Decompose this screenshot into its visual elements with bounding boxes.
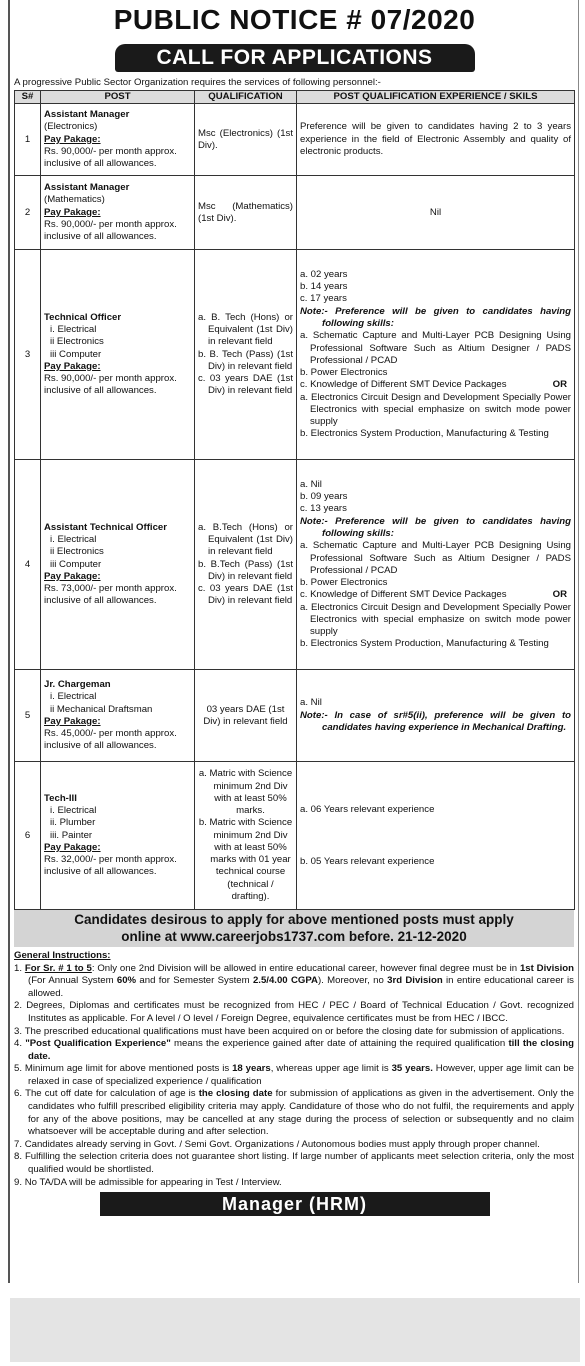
- qualification-item: a. Matric with Science minimum 2nd Div with at least 50% marks.: [198, 768, 293, 817]
- row-post: [41, 460, 195, 670]
- signatory-label: Manager (HRM): [100, 1192, 490, 1216]
- note-key: Note:-: [300, 305, 328, 317]
- row-post: [41, 104, 195, 176]
- row-post: [41, 670, 195, 762]
- note-text: In case of sr#5(ii), preference will be given to candidates having experience in Mechanical Drafting.: [322, 709, 571, 733]
- experience-item: b. 09 years: [300, 491, 348, 503]
- apply-online-banner: [14, 910, 574, 947]
- row-sn: 2: [15, 176, 41, 250]
- row-experience: [297, 176, 575, 250]
- post-title: Jr. Chargeman: [44, 678, 111, 690]
- row-qualification: [195, 460, 297, 670]
- post-sub: iii Computer: [50, 558, 102, 570]
- row-qualification: [195, 250, 297, 460]
- post-title: Assistant Manager: [44, 182, 130, 194]
- experience-note: [300, 306, 571, 331]
- skill-item: a. Schematic Capture and Multi-Layer PCB Designing Using Professional Software Such as Altium Designer / PADS Professional / PCAD: [300, 540, 571, 576]
- post-title: Technical Officer: [44, 311, 122, 323]
- pay-label: Pay Pakage:: [44, 206, 101, 218]
- qualification-item: b. Matric with Science minimum 2nd Div with at least 50% marks with 01 year technical course (technical / drafting).: [198, 817, 293, 902]
- qualification-item: c. 03 years DAE (1st Div) in relevant field: [198, 373, 293, 397]
- pay-text: Rs. 90,000/- per month approx. inclusive of all allowances.: [44, 145, 177, 170]
- pay-text: Rs. 73,000/- per month approx. inclusive of all allowances.: [44, 583, 177, 607]
- note-text: Preference will be given to candidates having following skills:: [322, 305, 571, 329]
- qualification-item: Msc (Electronics) (1st Div).: [198, 127, 293, 151]
- left-border: [8, 0, 10, 1283]
- pay-text: Rs. 32,000/- per month approx. inclusive of all allowances.: [44, 854, 177, 878]
- post-sub: ii Electronics: [50, 336, 104, 348]
- pay-label: Pay Pakage:: [44, 715, 101, 727]
- pay-label: Pay Pakage:: [44, 133, 101, 145]
- instruction-item: 5. Minimum age limit for above mentioned posts is 18 years, whereas upper age limit is 35 years. However, upper age limit can be relaxed in case of specialized experience / qualification: [14, 1063, 575, 1087]
- skill-item: OR c. Knowledge of Different SMT Device Packages: [300, 589, 571, 601]
- experience-item: b. 14 years: [300, 281, 348, 293]
- skill-item: b. Electronics System Production, Manufacturing & Testing: [300, 428, 549, 440]
- post-sub: i. Electrical: [50, 324, 97, 336]
- pay-text: Rs. 90,000/- per month approx. inclusive of all allowances.: [44, 218, 177, 243]
- instruction-item: 4. "Post Qualification Experience" means the experience gained after date of attaining the required qualification till the closing date.: [14, 1038, 575, 1062]
- table-row: [15, 104, 575, 176]
- post-sub: iii. Painter: [50, 829, 93, 841]
- row-sn: 6: [15, 762, 41, 910]
- or-label: OR: [552, 379, 567, 391]
- table-row: [15, 176, 575, 250]
- post-sub: (Electronics): [44, 121, 98, 133]
- row-experience: [297, 762, 575, 910]
- intro-text: A progressive Public Sector Organization requires the services of following personnel:-: [14, 77, 381, 88]
- table-row: [15, 762, 575, 910]
- qualification-item: a. B.Tech (Hons) or Equivalent (1st Div) in relevant field: [198, 521, 293, 558]
- table-header-row: [15, 91, 575, 104]
- instructions-list: [14, 963, 574, 1190]
- pay-label: Pay Pakage:: [44, 360, 101, 372]
- row-sn: 5: [15, 670, 41, 762]
- table-row: [15, 250, 575, 460]
- post-sub: ii. Plumber: [50, 817, 96, 829]
- row-sn: 4: [15, 460, 41, 670]
- skill-item: b. Power Electronics: [300, 367, 388, 379]
- qualification-item: a. B. Tech (Hons) or Equivalent (1st Div) in relevant field: [198, 311, 293, 348]
- experience-item: c. 17 years: [300, 293, 347, 305]
- instruction-item: 2. Degrees, Diplomas and certificates must be recognized from HEC / PEC / Board of Technical Education / Govt. recognized Institutes as applicable. For A level / O level / Foreign Degree, equivalence certificates must be from HEC / IBCC.: [14, 1000, 575, 1024]
- post-sub: i. Electrical: [50, 534, 97, 546]
- col-header-post: POST: [41, 91, 195, 104]
- instruction-item: 7. Candidates already serving in Govt. / Semi Govt. Organizations / Autonomous bodies must apply through proper channel.: [14, 1138, 540, 1150]
- skill-item: a. Electronics Circuit Design and Development Specially Power Electronics with special emphasize on switch mode power supply: [300, 601, 571, 638]
- post-title: Assistant Technical Officer: [44, 521, 167, 533]
- right-border: [578, 0, 579, 1283]
- note-key: Note:-: [300, 515, 328, 527]
- col-header-experience: POST QUALIFICATION EXPERIENCE / SKILS: [297, 91, 575, 104]
- instruction-item: 9. No TA/DA will be admissible for appearing in Test / Interview.: [14, 1176, 282, 1188]
- pay-label: Pay Pakage:: [44, 841, 101, 853]
- post-title: Tech-III: [44, 792, 77, 804]
- or-label: OR: [552, 589, 567, 601]
- instructions-title: General Instructions:: [14, 950, 111, 962]
- experience-item: b. 05 Years relevant experience: [300, 855, 435, 867]
- skill-item: b. Electronics System Production, Manufacturing & Testing: [300, 638, 549, 650]
- row-experience: [297, 104, 575, 176]
- row-experience: [297, 250, 575, 460]
- bottom-blank-band: [10, 1298, 580, 1362]
- row-qualification: [195, 104, 297, 176]
- row-post: [41, 250, 195, 460]
- col-header-sn: S#: [15, 91, 41, 104]
- apply-line-2: online at www.careerjobs1737.com before. 21-12-2020: [121, 929, 467, 945]
- experience-text: Nil: [429, 206, 442, 218]
- instruction-item: 8. Fulfilling the selection criteria does not guarantee short listing. If large number of applicants meet selection criteria, only the most qualified would be shortlisted.: [14, 1151, 574, 1176]
- qualification-item: Msc (Mathematics) (1st Div).: [198, 200, 293, 224]
- qualification-item: 03 years DAE (1st Div) in relevant field: [203, 703, 288, 727]
- notice-title: PUBLIC NOTICE # 07/2020: [113, 4, 476, 35]
- post-sub: (Mathematics): [44, 194, 105, 206]
- qualification-item: c. 03 years DAE (1st Div) in relevant field: [198, 583, 293, 607]
- row-qualification: [195, 176, 297, 250]
- experience-item: a. Nil: [300, 478, 322, 490]
- experience-text: Preference will be given to candidates having 2 to 3 years experience in the field of Electronic Assembly and quality of electronic products.: [300, 121, 571, 157]
- row-experience: [297, 670, 575, 762]
- qualification-item: b. B.Tech (Pass) (1st Div) in relevant field: [198, 558, 293, 582]
- experience-note: [300, 516, 571, 541]
- experience-item: a. Nil: [300, 697, 322, 709]
- post-sub: ii Electronics: [50, 546, 104, 558]
- table-row: [15, 460, 575, 670]
- experience-item: a. 06 Years relevant experience: [300, 803, 435, 815]
- row-sn: 1: [15, 104, 41, 176]
- row-post: [41, 762, 195, 910]
- row-experience: [297, 460, 575, 670]
- experience-item: c. 13 years: [300, 503, 347, 515]
- notice-subtitle: CALL FOR APPLICATIONS: [115, 44, 475, 72]
- skill-item: a. Electronics Circuit Design and Development Specially Power Electronics with special emphasize on switch mode power supply: [300, 391, 571, 428]
- skill-item: a. Schematic Capture and Multi-Layer PCB Designing Using Professional Software Such as Altium Designer / PADS Professional / PCAD: [300, 330, 571, 366]
- apply-line-1: Candidates desirous to apply for above mentioned posts must apply: [74, 912, 514, 928]
- instruction-item: 3. The prescribed educational qualifications must have been acquired on or before the closing date for submission of applications.: [14, 1025, 565, 1037]
- post-sub: i. Electrical: [50, 691, 97, 703]
- col-header-qualification: QUALIFICATION: [195, 91, 297, 104]
- post-sub: ii Mechanical Draftsman: [50, 703, 153, 715]
- experience-item: a. 02 years: [300, 268, 348, 280]
- instruction-item: 6. The cut off date for calculation of age is the closing date for submission of applications as given in the advertisement. Only the candidates who fulfill prescribed eligibility criteria may apply. Candidature of those who do not fulfil, the requirements and apply for any of the above positions, may be cancelled at any stage during the process of selection or subsequently and no claim whatsoever will be acceptable during and after selection.: [14, 1088, 575, 1138]
- post-title: Assistant Manager: [44, 109, 130, 121]
- qualification-item: b. B. Tech (Pass) (1st Div) in relevant field: [198, 348, 293, 372]
- posts-table: [14, 90, 575, 910]
- post-sub: iii Computer: [50, 348, 102, 360]
- row-qualification: [195, 762, 297, 910]
- note-text: Preference will be given to candidates having following skills:: [322, 515, 571, 539]
- note-key: Note:-: [300, 709, 328, 721]
- row-sn: 3: [15, 250, 41, 460]
- pay-text: Rs. 90,000/- per month approx. inclusive of all allowances.: [44, 373, 177, 397]
- row-post: [41, 176, 195, 250]
- skill-item: b. Power Electronics: [300, 577, 388, 589]
- pay-text: Rs. 45,000/- per month approx. inclusive of all allowances.: [44, 728, 177, 752]
- skill-item: OR c. Knowledge of Different SMT Device Packages: [300, 379, 571, 391]
- row-qualification: [195, 670, 297, 762]
- pay-label: Pay Pakage:: [44, 570, 101, 582]
- instruction-item: 1. For Sr. # 1 to 5: Only one 2nd Division will be allowed in entire educational career, however final degree must be in 1st Division (For Annual System 60% and for Semester System 2.5/4.00 CGPA). Moreover, no 3rd Division in entire educational career is allowed.: [14, 962, 574, 999]
- table-row: [15, 670, 575, 762]
- post-sub: i. Electrical: [50, 805, 97, 817]
- experience-note: [300, 710, 571, 735]
